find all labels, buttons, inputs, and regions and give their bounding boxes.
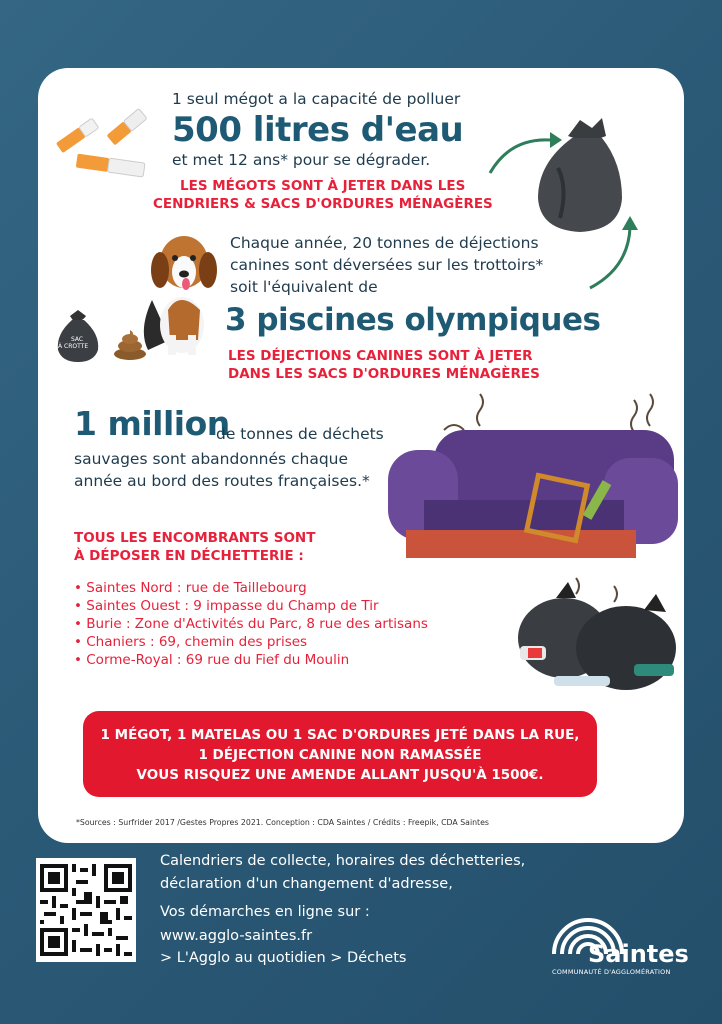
logo-name: Saintes <box>588 940 689 968</box>
waste-fact-line1: sauvages sont abandonnés chaque <box>74 450 349 468</box>
sofa-icon <box>384 380 684 570</box>
footer-line1: Calendriers de collecte, horaires des déchetteries, <box>160 853 526 869</box>
location-4: • Chaniers : 69, chemin des prises <box>74 634 308 650</box>
fine-banner-line2: 1 DÉJECTION CANINE NON RAMASSÉE <box>198 747 482 763</box>
logo-subtitle: COMMUNAUTÉ D'AGGLOMÉRATION <box>552 968 671 976</box>
footer-line2: déclaration d'un changement d'adresse, <box>160 876 453 892</box>
cigarette-fact-big: 500 litres d'eau <box>172 110 464 150</box>
poop-icon <box>112 328 148 360</box>
qr-code-icon[interactable] <box>36 858 136 962</box>
footer-online-label: Vos démarches en ligne sur : <box>160 904 370 920</box>
dog-bag-label-1: SAC <box>70 336 84 343</box>
dog-fact-line2: canines sont déversées sur les trottoirs* <box>230 256 544 274</box>
cigarette-warning-1: LES MÉGOTS SONT À JETER DANS LES <box>180 178 466 194</box>
cigarette-fact-line2: et met 12 ans* pour se dégrader. <box>172 151 431 169</box>
sources-credits: *Sources : Surfrider 2017 /Gestes Propres 2021. Conception : CDA Saintes / Crédits : Freepik, CDA Saintes <box>76 818 489 827</box>
dog-fact-line1: Chaque année, 20 tonnes de déjections <box>230 234 539 252</box>
garbage-pile-icon <box>506 568 682 700</box>
cigarette-warning-2: CENDRIERS & SACS D'ORDURES MÉNAGÈRES <box>153 196 493 212</box>
waste-fact-line2: année au bord des routes françaises.* <box>74 472 370 490</box>
location-1: • Saintes Nord : rue de Taillebourg <box>74 580 307 596</box>
fine-banner <box>83 711 597 797</box>
fine-banner-line1: 1 MÉGOT, 1 MATELAS OU 1 SAC D'ORDURES JETÉ DANS LA RUE, <box>100 727 580 743</box>
fine-banner-line3: VOUS RISQUEZ UNE AMENDE ALLANT JUSQU'À 1500€. <box>136 767 544 783</box>
bulky-warning-2: À DÉPOSER EN DÉCHETTERIE : <box>74 548 304 564</box>
waste-fact-big: 1 million <box>74 404 230 443</box>
bulky-warning-1: TOUS LES ENCOMBRANTS SONT <box>74 530 316 546</box>
waste-fact-inline: de tonnes de déchets <box>216 425 384 443</box>
footer-url-link[interactable]: www.agglo-saintes.fr <box>160 928 313 944</box>
dog-bag-label-2: À CROTTE <box>58 343 89 350</box>
cigarette-fact-line1: 1 seul mégot a la capacité de polluer <box>172 90 461 108</box>
footer-path: > L'Agglo au quotidien > Déchets <box>160 950 407 966</box>
location-3: • Burie : Zone d'Activités du Parc, 8 rue des artisans <box>74 616 428 632</box>
location-2: • Saintes Ouest : 9 impasse du Champ de Tir <box>74 598 379 614</box>
dog-icon <box>140 230 220 360</box>
cigarette-butts-icon <box>48 100 158 190</box>
location-5: • Corme-Royal : 69 rue du Fief du Moulin <box>74 652 350 668</box>
dog-fact-line3: soit l'équivalent de <box>230 278 378 296</box>
dog-warning-1: LES DÉJECTIONS CANINES SONT À JETER <box>228 348 533 364</box>
dog-warning-2: DANS LES SACS D'ORDURES MÉNAGÈRES <box>228 366 540 382</box>
dog-fact-big: 3 piscines olympiques <box>225 302 601 338</box>
